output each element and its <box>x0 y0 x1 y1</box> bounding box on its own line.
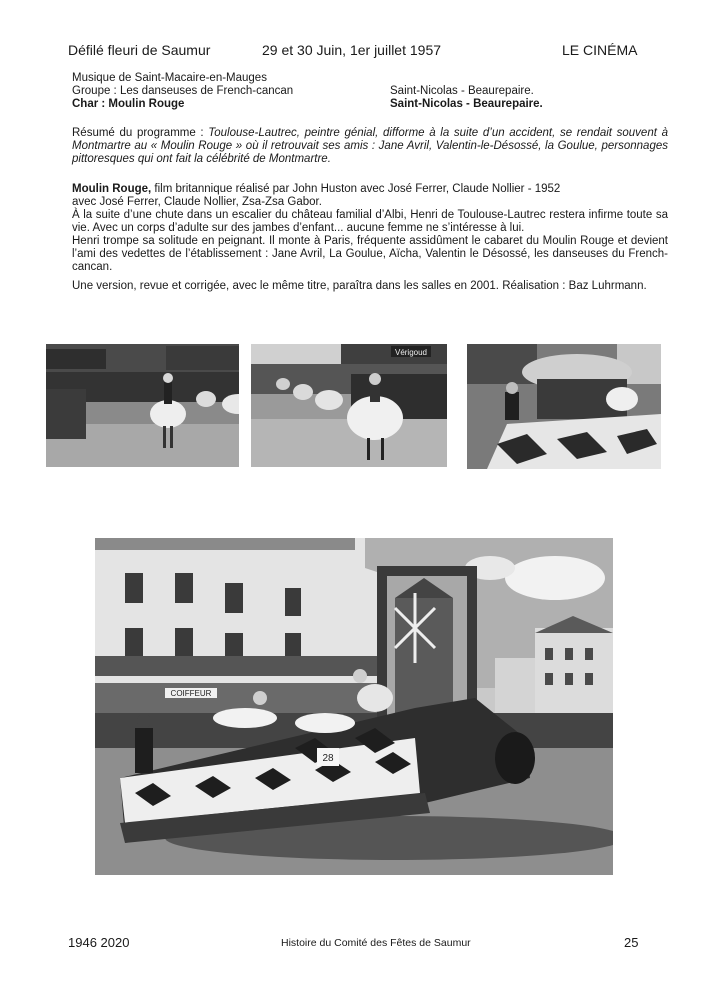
photo-cancan-dancers-crowd <box>251 344 447 467</box>
photo-float-detail <box>467 344 661 469</box>
header-title: Défilé fleuri de Saumur <box>68 42 211 58</box>
film-credits: film britannique réalisé par John Huston avec José Ferrer, Claude Nollier - 1952 <box>151 183 561 195</box>
film-para-3: Une version, revue et corrigée, avec le même titre, paraîtra dans les salles en 2001. Réalisation : Baz Luhrmann. <box>72 280 647 292</box>
film-description <box>72 183 668 293</box>
film-title: Moulin Rouge, <box>72 183 152 195</box>
group-origin: Saint-Nicolas - Beaurepaire. <box>390 85 534 97</box>
music-line: Musique de Saint-Macaire-en-Mauges <box>72 72 267 84</box>
summary-text: Toulouse-Lautrec, peintre génial, difforme à la suite d’un accident, se rendait souvent à Montmartre au « Moulin Rouge » où il retrouvait ses amis : Jane Avril, Valentin-le-Désossé, la Goulue, personnages pittoresques qui ont fait la célébrité de Montmartre. <box>72 127 668 165</box>
page-number: 25 <box>624 935 639 950</box>
program-summary <box>72 127 668 166</box>
float-origin: Saint-Nicolas - Beaurepaire. <box>390 98 543 110</box>
float-line: Char : Moulin Rouge <box>72 98 185 110</box>
summary-label: Résumé du programme : <box>72 127 209 139</box>
film-para-1: À la suite d’une chute dans un escalier du château familial d’Albi, Henri de Toulouse-Lautrec restera infirme toute sa vie. Avec un corps d’adulte sur des jambes d’enfant... aucune femme ne s’intéresse à lui. <box>72 209 668 234</box>
film-para-2: Henri trompe sa solitude en peignant. Il monte à Paris, fréquente assidûment le cabaret du Moulin Rouge et devient l’ami des vedettes de l’établissement : Jane Avril, La Goulue, Aïcha, Valentin le Désossé, les danseuses du French-cancan. <box>72 235 668 273</box>
group-line: Groupe : Les danseuses de French-cancan <box>72 85 294 97</box>
shop-sign-2: COIFFEUR <box>170 689 212 698</box>
footer-years: 1946 2020 <box>68 935 130 950</box>
header-section: LE CINÉMA <box>562 42 638 58</box>
float-number: 28 <box>322 753 334 764</box>
film-cast: avec José Ferrer, Claude Nollier, Zsa-Zsa Gabor. <box>72 196 322 208</box>
shop-sign-1: Vérigoud <box>394 348 428 357</box>
photo-moulin-rouge-float <box>95 538 613 875</box>
photo-cancan-dancers-street <box>46 344 239 467</box>
header-date: 29 et 30 Juin, 1er juillet 1957 <box>262 42 442 58</box>
footer-publication: Histoire du Comité des Fêtes de Saumur <box>281 937 471 949</box>
